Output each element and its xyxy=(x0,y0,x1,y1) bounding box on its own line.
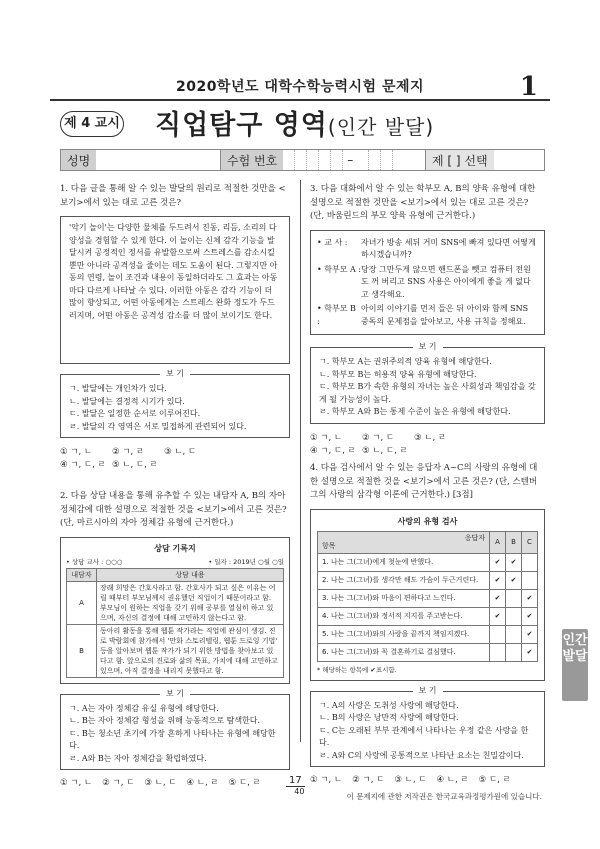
record-counselor: • 상담 교사 : ○○○ xyxy=(66,557,123,566)
col-header: C xyxy=(522,531,538,553)
client-cell: B xyxy=(67,624,97,677)
bogi-title xyxy=(311,341,544,354)
item-text: 5. 나는 그(그녀)와의 사랑을 끝까지 책임지겠다. xyxy=(318,625,490,643)
digit-box xyxy=(369,150,381,170)
q2-bogi xyxy=(60,688,290,771)
item-text: 3. 나는 그(그녀)와 마음이 편하다고 느낀다. xyxy=(318,589,490,607)
table-row xyxy=(67,624,284,677)
check-cell: ✔ xyxy=(490,553,506,571)
subject-main: 직업탐구 영역 xyxy=(155,110,328,141)
option[interactable]: ⑤ ㄷ, ㄹ xyxy=(228,778,261,788)
q1-stem: 1. 다음 글을 통해 알 수 있는 발달의 원리로 적절한 것만을 <보기>에서 있는 대로 고른 것은? xyxy=(60,184,286,208)
speaker: • 학부모 B : xyxy=(317,304,356,326)
col-header: B xyxy=(506,531,522,553)
bogi-item: ㄱ. 학부모 A는 권위주의적 양육 유형에 해당한다. xyxy=(319,357,492,366)
exam-title: 2020학년도 대학수학능력시험 문제지 xyxy=(175,79,425,95)
diag-header xyxy=(318,531,490,553)
check-cell xyxy=(522,553,538,571)
check-cell: ✔ xyxy=(490,589,506,607)
bogi-item: ㄴ. 발달에는 결정적 시기가 있다. xyxy=(69,396,185,406)
record-date: • 일자 : 2019년 ○월 ○일 xyxy=(208,557,284,566)
page-number: 1 xyxy=(519,72,538,102)
choice-label: 제 [ ] 선택 xyxy=(426,150,494,170)
respondent-label: 응답자 xyxy=(464,533,485,542)
option[interactable]: ④ ㄴ, ㄹ xyxy=(186,778,219,788)
bogi-item: ㄴ. 학부모 B는 허용적 양육 유형에 해당한다. xyxy=(319,369,477,379)
option[interactable]: ③ ㄴ, ㄷ xyxy=(144,778,177,788)
dialogue-line xyxy=(317,303,538,328)
subject-title xyxy=(155,103,434,142)
header-rule xyxy=(50,99,550,101)
option[interactable]: ③ ㄴ, ㄹ xyxy=(414,432,447,443)
bogi-item: ㄷ. 발달은 일정한 순서로 이루어진다. xyxy=(69,409,201,418)
q1-passage: '악기 놀이'는 다양한 물체를 두드려서 진동, 리듬, 소리의 다양성을 경험할 수 있게 한다. 이 놀이는 신체 감각 기능을 발달시켜 공정적인 정서를 유발함으로써 스트레스를 감소시킬 뿐만 아니라 공격성을 줄이는 데도 도움이 된다. 그렇지만 아동의 연령, 놀이 조건과 내용이 동일하더라도 그 효과는 아동마다 다르게 나타날 수 있다. 이러한 아동은 감각 기능이 더 많이 향상되고, 어떤 아동에게는 스트레스 완화 정도가 두드러지며, 어떤 아동은 공격성 감소를 더 많이 보이기도 한다. xyxy=(60,216,290,364)
footer-page: 17 xyxy=(286,775,305,787)
item-text: 2. 나는 그(그녀)를 생각만 해도 가슴이 두근거린다. xyxy=(318,571,490,589)
question-2 xyxy=(60,490,290,788)
record-title: 상담 기록지 xyxy=(154,543,196,553)
bogi-item: ㄹ. 발달의 각 영역은 서로 밀접하게 관련되어 있다. xyxy=(69,421,247,431)
check-cell xyxy=(506,607,522,625)
option[interactable]: ② ㄱ, ㄷ xyxy=(352,775,385,785)
digit-box xyxy=(319,150,331,170)
footer-page-number xyxy=(286,775,305,796)
option[interactable]: ③ ㄴ, ㄷ xyxy=(394,775,427,785)
q4-test-box xyxy=(310,509,545,681)
table-row xyxy=(318,643,538,661)
bogi-item: ㄱ. A는 자아 정체감 유실 유형에 해당한다. xyxy=(69,703,219,713)
speaker: • 학부모 A : xyxy=(317,264,362,274)
check-cell: ✔ xyxy=(490,607,506,625)
bogi-title-text: 보 기 xyxy=(413,342,443,351)
name-cell xyxy=(61,150,221,170)
subject-sub: (인간 발달) xyxy=(327,115,435,139)
option[interactable]: ④ ㄱ, ㄷ, ㄹ xyxy=(310,445,356,456)
footer-total: 40 xyxy=(294,787,305,796)
q2-stem: 2. 다음 상담 내용을 통해 유추할 수 있는 내담자 A, B의 자아 정체감에 대한 설명으로 적절한 것을 <보기>에서 고른 것은? (단, 마르시아의 자아 정체감 유형에 근거한다.) xyxy=(60,491,287,528)
name-label: 성명 xyxy=(61,150,96,170)
record-meta xyxy=(66,557,284,566)
table-row xyxy=(318,625,538,643)
utterance: 자녀가 방송 세뒤 거미 SNS에 빠져 있다면 어떻게 하시겠습니까? xyxy=(361,237,536,259)
check-cell xyxy=(522,571,538,589)
check-cell xyxy=(506,643,522,661)
question-4 xyxy=(310,462,545,785)
bogi-title xyxy=(61,688,289,701)
table-row xyxy=(318,571,538,589)
col-header: A xyxy=(490,531,506,553)
option[interactable]: ② ㄱ, ㄷ xyxy=(362,432,395,443)
exam-no-cell xyxy=(221,150,426,170)
table-row xyxy=(318,589,538,607)
check-cell: ✔ xyxy=(522,625,538,643)
q3-bogi xyxy=(310,342,545,424)
column-divider xyxy=(300,180,301,742)
bogi-item: ㄴ. B는 자아 정체감 형성을 위해 능동적으로 탐색한다. xyxy=(69,716,261,725)
item-text: 6. 나는 그(그녀)와 꼭 결혼하기로 결심했다. xyxy=(318,643,490,661)
item-label: 항목 xyxy=(322,541,336,550)
check-cell: ✔ xyxy=(522,589,538,607)
option[interactable]: ② ㄱ, ㄹ xyxy=(112,447,145,457)
content-cell: 장래 희망은 간호사라고 함. 간호사가 되고 싶은 이유는 어릴 때부터 부모님께서 권유했던 직업이기 때문이라고 함. 부모님이 원하는 직업을 갖기 위해 공부를 열심히 하고 있으며, 자신의 결정에 대해 고민하지 않는다고 함. xyxy=(97,581,284,624)
bogi-item: ㄷ. 학부모 B가 속한 유형의 자녀는 높은 사회성과 책임감을 갖게 될 가능성이 높다. xyxy=(319,382,536,404)
q4-bogi xyxy=(310,685,545,768)
copyright-note: 이 문제지에 관한 저작권은 한국교육과정평가원에 있습니다. xyxy=(346,792,542,801)
bogi-item: ㄹ. 학부모 A와 B는 통제 수준이 높은 유형에 해당한다. xyxy=(319,407,511,416)
period-badge: 제 4 교시 xyxy=(60,111,124,137)
bogi-title-text: 보 기 xyxy=(160,689,190,698)
bogi-title-text: 보 기 xyxy=(160,369,190,378)
record-table xyxy=(66,568,284,678)
bogi-title-text: 보 기 xyxy=(413,686,443,695)
option[interactable]: ⑤ ㄷ, ㄹ xyxy=(478,775,511,785)
digit-box xyxy=(295,150,307,170)
q2-record xyxy=(60,537,290,684)
bogi-item: ㄷ. B는 청소년 초기에 가장 흔하게 나타나는 유형에 해당한다. xyxy=(69,728,276,750)
q3-stem: 3. 다음 대화에서 알 수 있는 학부모 A, B의 양육 유형에 대한 설명으로 적절한 것만을 <보기>에서 있는 대로 고른 것은? (단, 바움린드의 부모 양육 유형에 근거한다.) xyxy=(310,184,536,221)
q4-options xyxy=(310,773,545,785)
digit-box xyxy=(357,150,369,170)
question-3 xyxy=(310,183,545,458)
test-title: 사랑의 유형 검사 xyxy=(397,516,458,526)
question-1 xyxy=(60,183,290,472)
q1-bogi xyxy=(60,369,290,438)
dialogue-line xyxy=(317,237,538,262)
col-content: 상담 내용 xyxy=(97,568,284,581)
option[interactable]: ④ ㄱ, ㄷ, ㄹ xyxy=(60,460,106,470)
exam-no-label: 수험 번호 xyxy=(221,150,283,170)
check-cell xyxy=(506,589,522,607)
bogi-title xyxy=(311,685,544,698)
bogi-item: ㄹ. A와 C의 사랑에 공통적으로 나타난 요소는 친밀감이다. xyxy=(319,750,524,760)
q3-options xyxy=(310,432,545,458)
content-cell: 동아리 활동을 통해 웹툰 작가라는 직업에 관심이 생김. 진로 박람회에 참가해서 '만화 스토리텔링, 웹툰 드로잉 기법' 등을 알아보며 웹툰 작가가 되기 위한 방법을 찾아보고 있다고 함. 앞으로의 진로와 삶의 목표, 가치에 대해 고민하고 있으며, 아직 결정을 내리지 못했다고 함. xyxy=(97,624,284,677)
q4-stem: 4. 다음 검사에서 알 수 있는 응답자 A~C의 사랑의 유형에 대한 설명으로 적절한 것을 <보기>에서 고른 것은? (단, 스텐버그의 사랑의 삼각형 이론에 근거한다.) [3점] xyxy=(310,463,538,500)
bogi-item: ㄷ. C는 오래된 부부 관계에서 나타나는 우정 같은 사랑을 한다. xyxy=(319,725,529,747)
info-bar xyxy=(60,149,545,171)
bogi-item: ㄱ. A의 사랑은 도취성 사랑에 해당한다. xyxy=(319,700,459,710)
digit-box xyxy=(307,150,319,170)
col-client: 내담자 xyxy=(67,568,97,581)
option[interactable]: ⑤ ㄴ, ㄷ, ㄹ xyxy=(112,460,158,470)
check-cell xyxy=(490,643,506,661)
love-test-table xyxy=(317,531,538,662)
digit-box xyxy=(283,150,295,170)
option[interactable]: ① ㄱ, ㄴ xyxy=(310,775,343,785)
check-cell: ✔ xyxy=(506,571,522,589)
subject-side-tab: 인간 발달 xyxy=(562,629,588,701)
exam-no-dash: – xyxy=(347,153,354,167)
option[interactable]: ④ ㄴ, ㄹ xyxy=(436,775,469,785)
item-text: 4. 나는 그(그녀)와 정서적 지지를 주고받는다. xyxy=(318,607,490,625)
option[interactable]: ① ㄱ, ㄴ xyxy=(60,778,93,788)
table-row xyxy=(67,581,284,624)
check-cell: ✔ xyxy=(522,607,538,625)
speaker: • 교 사 : xyxy=(317,237,348,247)
q3-dialogue xyxy=(310,230,545,336)
check-cell xyxy=(490,625,506,643)
check-cell: ✔ xyxy=(490,571,506,589)
bogi-item: ㄴ. B의 사랑은 낭만적 사랑에 해당한다. xyxy=(319,713,459,722)
bogi-title xyxy=(61,368,289,381)
option[interactable]: ⑤ ㄴ, ㄷ, ㄹ xyxy=(362,445,408,456)
bogi-item: ㄹ. A와 B는 자아 정체감을 확립하였다. xyxy=(69,753,207,763)
utterance: 아이의 이야기를 먼저 들은 뒤 아이와 함께 SNS 중독의 문제점을 알아보고, 사용 규칙을 정해요. xyxy=(361,304,529,326)
table-header xyxy=(67,568,284,581)
check-cell xyxy=(506,625,522,643)
table-header xyxy=(318,531,538,553)
table-row xyxy=(318,607,538,625)
check-cell: ✔ xyxy=(522,643,538,661)
q2-options xyxy=(60,776,290,788)
option[interactable]: ① ㄱ, ㄴ xyxy=(60,447,93,457)
client-cell: A xyxy=(67,581,97,624)
digit-box xyxy=(381,150,393,170)
dialogue-line xyxy=(317,264,538,302)
bogi-item: ㄱ. 발달에는 개인차가 있다. xyxy=(69,384,167,393)
table-row xyxy=(318,553,538,571)
option[interactable]: ③ ㄴ, ㄷ xyxy=(164,447,197,457)
utterance: 당장 그만두게 않으면 핸드폰을 뺏고 컴퓨터 전원도 꺼 버리고 SNS 사용은 아이에게 좋을 게 없다고 생각해요. xyxy=(361,264,531,299)
test-note: * 해당하는 항목에 ✔표시함. xyxy=(317,665,397,674)
choice-cell xyxy=(426,150,544,170)
check-cell: ✔ xyxy=(506,553,522,571)
item-text: 1. 나는 그(그녀)에게 첫눈에 반했다. xyxy=(318,553,490,571)
q1-options xyxy=(60,446,290,472)
option[interactable]: ② ㄱ, ㄷ xyxy=(102,778,135,788)
option[interactable]: ① ㄱ, ㄴ xyxy=(310,432,343,443)
digit-box xyxy=(331,150,343,170)
